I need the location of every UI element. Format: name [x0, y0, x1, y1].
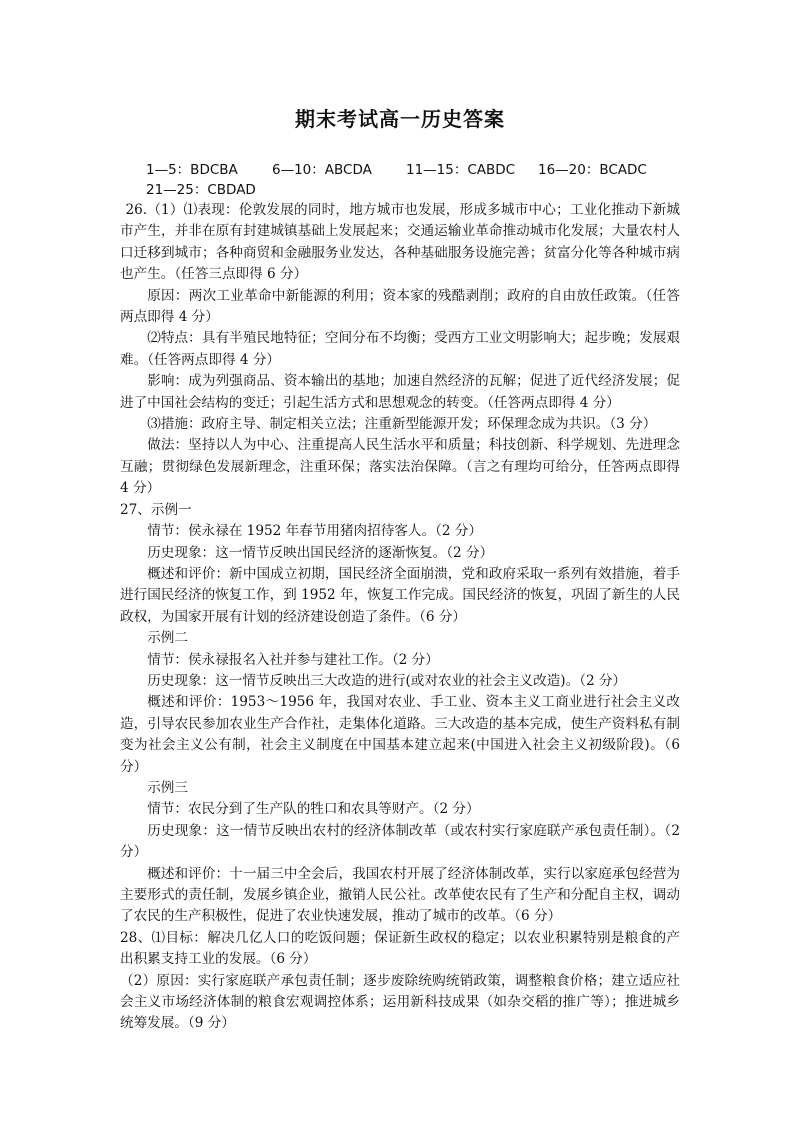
q27-example2-heading: 示例二: [147, 630, 188, 647]
q27-example2-plot: 情节：侯永禄报名入社并参与建社工作。（2 分）: [147, 651, 439, 668]
answer-row: [146, 160, 647, 180]
q28-part2: （2）原因：实行家庭联产承包责任制；逐步废除统购统销政策，调整粮食价格；建立适应社会主义市场经济体制的粮食宏观调控体系；运用新科技成果（如杂交稻的推广等）；推进城乡统筹发展。（9 分）: [120, 972, 680, 1032]
answer-group: 16—20：BCADC: [538, 162, 647, 178]
multiple-choice-answers: [146, 160, 647, 200]
q27-example3-plot: 情节：农民分到了生产队的牲口和农具等财产。（2 分）: [147, 801, 480, 818]
answer-group: 21—25：CBDAD: [146, 182, 256, 198]
q27-example1-history: 历史现象：这一情节反映出国民经济的逐渐恢复。（2 分）: [147, 544, 494, 561]
q27-example1-evaluation: 概述和评价：新中国成立初期，国民经济全面崩溃，党和政府采取一系列有效措施，着手进行国民经济的恢复工作，到 1952 年，恢复工作完成。国民经济的恢复，巩固了新生的人民政权，为国家开展有计划的经济建设创造了条件。（6 分）: [120, 565, 680, 625]
answer-group: 11—15：CABDC: [406, 162, 516, 178]
answer-row: [146, 180, 647, 200]
q27-heading: 27、示例一: [120, 501, 192, 518]
q26-part3: ⑶措施：政府主导、制定相关立法；注重新型能源开发；环保理念成为共识。（3 分）: [147, 416, 657, 433]
q26-part2: ⑵特点：具有半殖民地特征；空间分布不均衡；受西方工业文明影响大；起步晚；发展艰难。（任答两点即得 4 分）: [120, 330, 680, 368]
answer-body: [120, 200, 680, 1035]
q28-part1: 28、⑴目标：解决几亿人口的吃饭问题；保证新生政权的稳定；以农业积累特别是粮食的产出积累支持工业的发展。（6 分）: [120, 929, 680, 968]
answer-group: 6—10：ABCDA: [272, 162, 372, 178]
q27-example3-evaluation: 概述和评价：十一届三中全会后，我国农村开展了经济体制改革，实行以家庭承包经营为主要形式的责任制，发展乡镇企业，撤销人民公社。改革使农民有了生产和分配自主权，调动了农民的生产积极性，促进了农业快速发展，推动了城市的改革。（6 分）: [120, 865, 680, 925]
q27-example3-heading: 示例三: [147, 779, 188, 796]
q27-example2-history: 历史现象：这一情节反映出三大改造的进行(或对农业的社会主义改造)。（2 分）: [147, 672, 627, 689]
q26-impact: 影响：成为列强商品、资本输出的基地；加速自然经济的瓦解；促进了近代经济发展；促进了中国社会结构的变迁；引起生活方式和思想观念的转变。（任答两点即得 4 分）: [120, 373, 680, 411]
q26-part1: 26.（1）⑴表现：伦敦发展的同时，地方城市也发展，形成多城市中心；工业化推动下新城市产生，并非在原有封建城镇基础上发展起来；交通运输业革命推动城市化发展；大量农村人口迁移到城市；各种商贸和金融服务业发达，各种基础服务设施完善；贫富分化等各种城市病也产生。（任答三点即得 6 分）: [120, 202, 680, 283]
answer-group: 1—5：BDCBA: [146, 162, 238, 178]
q27-example3-history: 历史现象：这一情节反映出农村的经济体制改革（或农村实行家庭联产承包责任制）。（2 分）: [120, 822, 680, 861]
q26-reason: 原因：两次工业革命中新能源的利用；资本家的残酷剥削；政府的自由放任政策。（任答两点即得 4 分）: [120, 287, 680, 326]
page-title: 期末考试高一历史答案: [295, 107, 505, 131]
q26-method: 做法：坚持以人为中心、注重提高人民生活水平和质量；科技创新、科学规划、先进理念互融；贯彻绿色发展新理念，注重环保；落实法治保障。（言之有理均可给分，任答两点即得 4 分）: [120, 437, 680, 497]
q27-example2-evaluation: 概述和评价：1953～1956 年，我国对农业、手工业、资本主义工商业进行社会主义改造，引导农民参加农业生产合作社，走集体化道路。三大改造的基本完成，使生产资料私有制变为社会主义公有制，社会主义制度在中国基本建立起来(中国进入社会主义初级阶段)。（6 分）: [120, 694, 680, 775]
q27-example1-plot: 情节：侯永禄在 1952 年春节用猪肉招待客人。（2 分）: [147, 523, 483, 540]
